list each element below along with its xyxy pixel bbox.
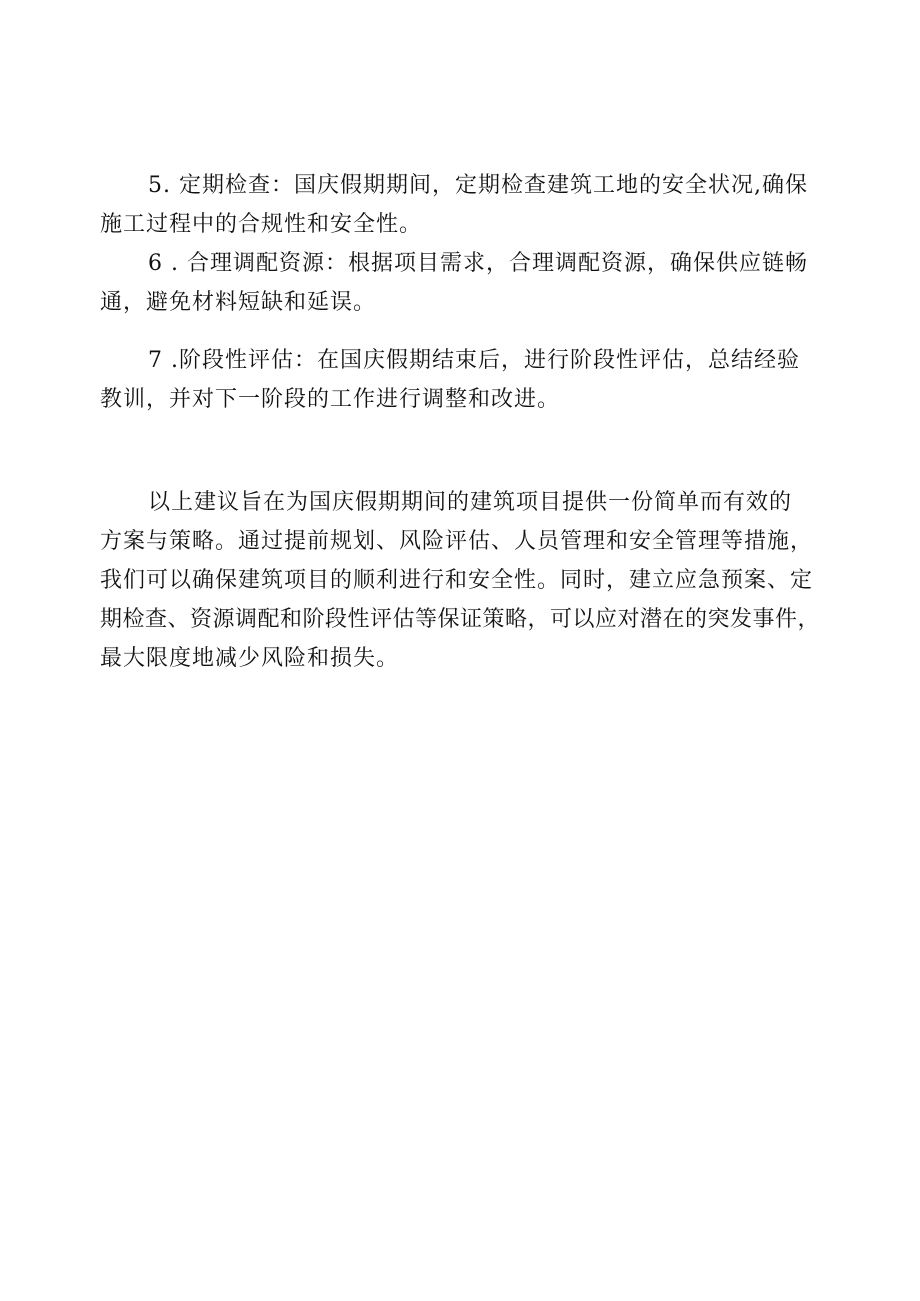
paragraph-line: 教训，并对下一阶段的工作进行调整和改进。 [100, 387, 561, 412]
paragraph-line: 5. 定期检查：国庆假期期间，定期检查建筑工地的安全状况,确保 [148, 173, 808, 198]
conclusion-paragraph [100, 483, 820, 678]
paragraph-line: 我们可以确保建筑项目的顺利进行和安全性。同时，建立应急预案、定 [100, 568, 814, 593]
paragraph-line: 通，避免材料短缺和延误。 [100, 290, 377, 315]
list-item-6 [100, 244, 820, 322]
paragraph-line: 期检查、资源调配和阶段性评估等保证策略，可以应对潜在的突发事件， [100, 607, 821, 632]
list-item-5 [100, 166, 820, 244]
paragraph-line: 7 .阶段性评估：在国庆假期结束后，进行阶段性评估，总结经验 [148, 348, 800, 373]
list-item-7 [100, 341, 820, 419]
paragraph-line: 施工过程中的合规性和安全性。 [100, 212, 423, 237]
paragraph-line: 以上建议旨在为国庆假期期间的建筑项目提供一份简单而有效的 [148, 490, 793, 515]
paragraph-line: 最大限度地减少风险和损失。 [100, 646, 400, 671]
paragraph-line: 方案与策略。通过提前规划、风险评估、人员管理和安全管理等措施， [100, 529, 814, 554]
paragraph-line: 6 . 合理调配资源：根据项目需求，合理调配资源，确保供应链畅 [148, 251, 808, 276]
